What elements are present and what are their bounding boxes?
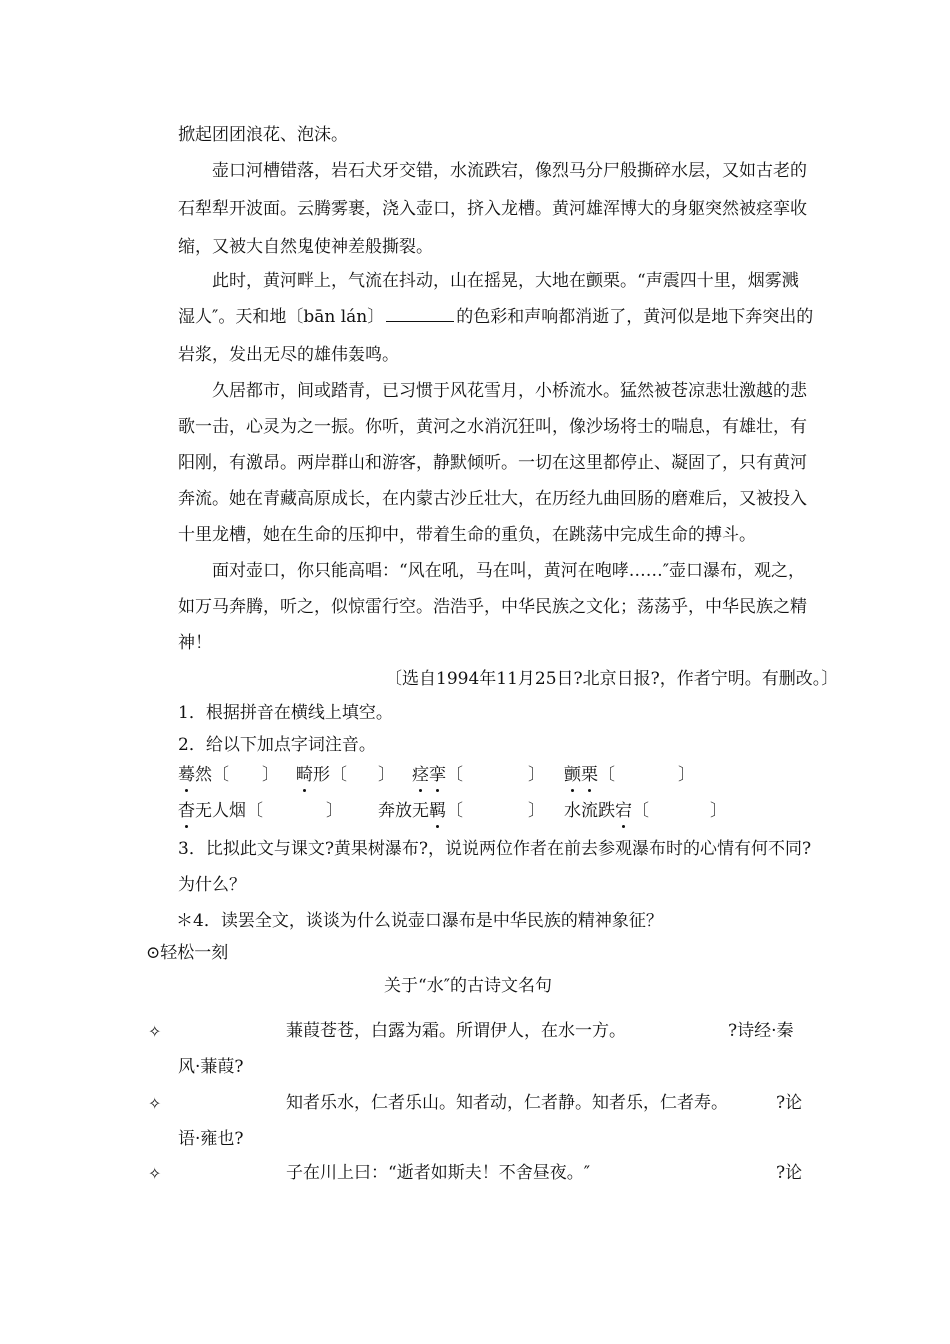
pinyin-item-5: 杳无人烟〔 bbox=[178, 801, 263, 821]
passage-line: 十里龙槽，她在生命的压抑中，带着生命的重负，在跳荡中完成生命的搏斗。 bbox=[178, 525, 756, 545]
answer-paren-close: 〕 bbox=[710, 801, 727, 821]
quote-source-cont: 语·雍也? bbox=[178, 1129, 244, 1149]
passage-line: 此时，黄河畔上，气流在抖动，山在摇晃，大地在颤栗。“声震四十里，烟雾溅 bbox=[212, 271, 799, 291]
question-3-cont: 为什么？ bbox=[178, 875, 246, 895]
passage-line: 缩，又被大自然鬼使神差般撕裂。 bbox=[178, 237, 433, 257]
passage-line: 掀起团团浪花、泡沫。 bbox=[178, 125, 348, 145]
pinyin-prompt: 湿人″。天和地〔bān lán〕 bbox=[178, 307, 385, 327]
pinyin-item-6: 奔放无羁〔 bbox=[378, 801, 463, 821]
sparkle-icon: ✧ bbox=[148, 1164, 162, 1183]
quote-source: ?论 bbox=[776, 1163, 803, 1183]
question-2: 2．给以下加点字词注音。 bbox=[178, 735, 376, 755]
passage-line: 阳刚，有激昂。两岸群山和游客，静默倾听。一切在这里都停止、凝固了，只有黄河 bbox=[178, 453, 807, 473]
pinyin-item-2: 畸形〔 bbox=[296, 765, 347, 785]
passage-line: 石犁犁开波面。云腾雾裹，浇入壶口，挤入龙槽。黄河雄浑博大的身躯突然被痉挛收 bbox=[178, 199, 807, 219]
answer-paren-close: 〕 bbox=[678, 765, 695, 785]
passage-text: 的色彩和声响都消逝了，黄河似是地下奔突出的 bbox=[456, 307, 814, 327]
passage-line: 神！ bbox=[178, 633, 212, 653]
passage-line: 歌一击，心灵为之一振。你听，黄河之水消沉狂叫，像沙场将士的喘息，有雄壮，有 bbox=[178, 417, 807, 437]
answer-paren-close: 〕 bbox=[528, 801, 545, 821]
source-citation: 〔选自1994年11月25日?北京日报?，作者宁明。有删改。〕 bbox=[385, 669, 839, 689]
quote-text: 子在川上曰：“逝者如斯夫！不舍昼夜。″ bbox=[286, 1163, 591, 1183]
pinyin-item-3: 痉挛〔 bbox=[412, 765, 463, 785]
question-4: ＊4．读罢全文，谈谈为什么说壶口瀑布是中华民族的精神象征？ bbox=[176, 911, 663, 931]
section-title: 关于“水″的古诗文名句 bbox=[384, 976, 553, 996]
passage-line: 奔流。她在青藏高原成长，在内蒙古沙丘壮大，在历经九曲回肠的磨难后，又被投入 bbox=[178, 489, 807, 509]
pinyin-item-4: 颤栗〔 bbox=[564, 765, 615, 785]
passage-line: 面对壶口，你只能高唱：“风在吼，马在叫，黄河在咆哮……″壶口瀑布，观之， bbox=[212, 561, 806, 581]
sparkle-icon: ✧ bbox=[148, 1094, 162, 1113]
quote-source-cont: 风·蒹葭? bbox=[178, 1057, 244, 1077]
passage-line: 久居都市，间或踏青，已习惯于风花雪月，小桥流水。猛然被苍凉悲壮激越的悲 bbox=[212, 381, 807, 401]
answer-paren-close: 〕 bbox=[326, 801, 343, 821]
answer-paren-close: 〕 bbox=[262, 765, 279, 785]
answer-paren-close: 〕 bbox=[528, 765, 545, 785]
pinyin-item-7: 水流跌宕〔 bbox=[564, 801, 649, 821]
question-1: 1．根据拼音在横线上填空。 bbox=[178, 703, 393, 723]
quote-source: ?诗经·秦 bbox=[728, 1021, 794, 1041]
quote-text: 蒹葭苍苍，白露为霜。所谓伊人，在水一方。 bbox=[286, 1021, 626, 1041]
passage-line-with-blank bbox=[178, 306, 813, 328]
sparkle-icon: ✧ bbox=[148, 1022, 162, 1041]
quote-text: 知者乐水，仁者乐山。知者动，仁者静。知者乐，仁者寿。 bbox=[286, 1093, 728, 1113]
pinyin-item-1: 蓦然〔 bbox=[178, 765, 229, 785]
quote-source: ?论 bbox=[776, 1093, 803, 1113]
fill-in-blank[interactable] bbox=[386, 307, 454, 322]
passage-line: 岩浆，发出无尽的雄伟轰鸣。 bbox=[178, 345, 399, 365]
answer-paren-close: 〕 bbox=[378, 765, 395, 785]
passage-line: 如万马奔腾，听之，似惊雷行空。浩浩乎，中华民族之文化；荡荡乎，中华民族之精 bbox=[178, 597, 807, 617]
passage-line: 壶口河槽错落，岩石犬牙交错，水流跌宕，像烈马分尸般撕碎水层，又如古老的 bbox=[212, 161, 807, 181]
question-3: 3．比拟此文与课文?黄果树瀑布?，说说两位作者在前去参观瀑布时的心情有何不同? bbox=[178, 839, 812, 859]
section-heading: ⊙轻松一刻 bbox=[146, 943, 229, 963]
